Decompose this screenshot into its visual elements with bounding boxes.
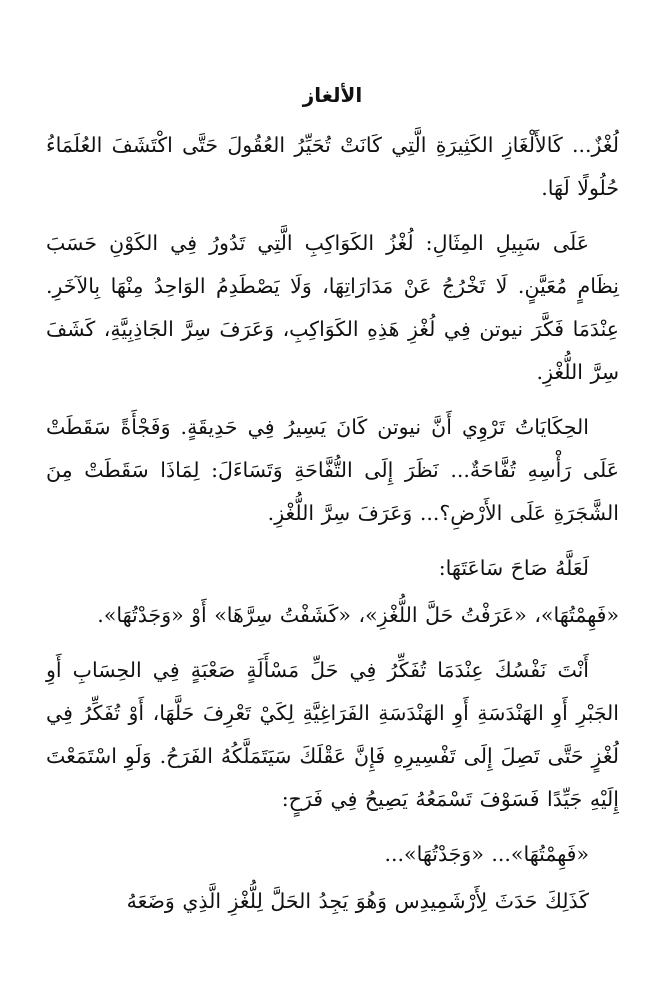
page-title: الألغاز [302,83,363,107]
paragraph-exclamation-intro: لَعَلَّهُ صَاحَ سَاعَتَهَا: [438,556,589,580]
paragraph-archimedes: كَذَلِكَ حَدَثَ لِأَرْشَمِيدِس وَهُوَ يَجِدُ الحَلَّ لِلُّغْزِ الَّذِي وَضَعَهُ [126,889,589,913]
paragraph-eureka-quote: «فَهِمْتُهَا»... «وَجَدْتُهَا»... [384,842,589,866]
paragraph-apple-story: الحِكَايَاتُ تَرْوِي أَنَّ نيوتن كَانَ يَسِيرُ فِي حَدِيقَةٍ. وَفَجْأَةً سَقَطَتْ عَلَى رَأْسِهِ تُفَّاحَةٌ... نَظَرَ إِلَى التُّفَّاحَةِ وَتَسَاءَلَ: لِمَاذَا سَقَطَتْ مِنَ الشَّجَرَةِ عَلَى الأَرْضِ؟... وَعَرَفَ سِرَّ اللُّغْزِ. [46,415,619,525]
paragraph-intro: لُغْزٌ... كَالأَلْغَازِ الكَثِيرَةِ الَّتِي كَانَتْ تُحَيِّرُ العُقُولَ حَتَّى اكْتَشَفَ العُلَمَاءُ حُلُولًا لَهَا. [46,133,619,200]
paragraph-exclamations: «فَهِمْتُهَا»، «عَرَفْتُ حَلَّ اللُّغْزِ»، «كَشَفْتُ سِرَّهَا» أَوْ «وَجَدْتُهَا». [97,603,619,627]
paragraph-math-problem: أَنْتَ نَفْسُكَ عِنْدَمَا تُفَكِّرُ فِي حَلِّ مَسْأَلَةٍ صَعْبَةٍ فِي الحِسَابِ أَوِ الجَبْرِ أَوِ الهَنْدَسَةِ أَوِ الهَنْدَسَةِ الفَرَاغِيَّةِ لِكَيْ تَعْرِفَ حَلَّهَا، أَوْ تُفَكِّرُ فِي لُغْزٍ حَتَّى تَصِلَ إِلَى تَفْسِيرِهِ فَإِنَّ عَقْلَكَ سَيَتَمَلَّكُهُ الفَرَحُ. وَلَوِ اسْتَمَعْتَ إِلَيْهِ جَيِّدًا فَسَوْفَ تَسْمَعُهُ يَصِيحُ فِي فَرَحٍ: [46,658,619,811]
paragraph-planets: عَلَى سَبِيلِ المِثَالِ: لُغْزُ الكَوَاكِبِ الَّتِي تَدُورُ فِي الكَوْنِ حَسَبَ نِظَامٍ مُعَيَّنٍ. لَا تَخْرُجُ عَنْ مَدَارَاتِهَا، وَلَا يَصْطَدِمُ الوَاحِدُ مِنْهَا بِالآخَرِ. عِنْدَمَا فَكَّرَ نيوتن فِي لُغْزِ هَذِهِ الكَوَاكِبِ، وَعَرَفَ سِرَّ الجَاذِبِيَّةِ، كَشَفَ سِرَّ اللُّغْزِ. [46,231,619,384]
